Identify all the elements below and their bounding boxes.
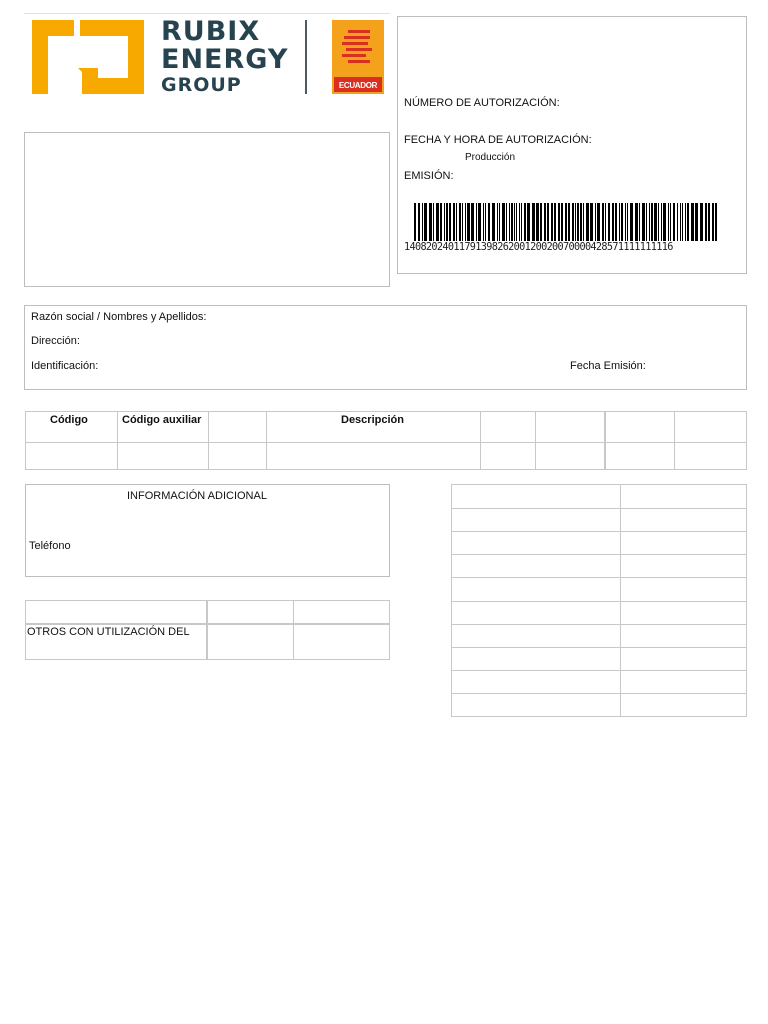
barcode-bar <box>687 203 689 241</box>
authorization-number-label: NÚMERO DE AUTORIZACIÓN: <box>404 97 560 109</box>
barcode-bar <box>558 203 560 241</box>
items-col-divider <box>480 412 481 469</box>
totals-row-divider <box>452 624 746 625</box>
ecuador-badge <box>332 20 384 94</box>
barcode-bar <box>440 203 442 241</box>
barcode-bar <box>483 203 484 241</box>
payment-method-label: OTROS CON UTILIZACIÓN DEL <box>27 626 190 638</box>
barcode-bar <box>554 203 556 241</box>
barcode-bar <box>639 203 640 241</box>
additional-info-box <box>25 484 390 577</box>
barcode-bar <box>551 203 553 241</box>
barcode-bar <box>414 203 416 241</box>
barcode-bar <box>516 203 517 241</box>
authorization-date-label: FECHA Y HORA DE AUTORIZACIÓN: <box>404 134 592 146</box>
barcode-bar <box>568 203 570 241</box>
barcode-bar <box>630 203 633 241</box>
barcode-bar <box>577 203 579 241</box>
barcode-bar <box>485 203 486 241</box>
barcode-bar <box>424 203 427 241</box>
barcode-bar <box>580 203 582 241</box>
barcode-bar <box>524 203 526 241</box>
header-codigo: Código <box>50 414 88 426</box>
barcode-bar <box>651 203 653 241</box>
emission-label: EMISIÓN: <box>404 170 454 182</box>
business-name-label: Razón social / Nombres y Apellidos: <box>31 311 207 323</box>
barcode-bar <box>478 203 481 241</box>
items-col-divider <box>117 412 118 469</box>
barcode-bar <box>449 203 451 241</box>
barcode-bar <box>476 203 477 241</box>
barcode-bar <box>544 203 546 241</box>
barcode-bar <box>509 203 510 241</box>
rubix-logo-icon <box>32 20 144 94</box>
items-table-row-divider <box>26 442 746 443</box>
barcode-bar <box>695 203 698 241</box>
barcode-bar <box>590 203 593 241</box>
barcode-image <box>414 203 718 241</box>
barcode-bar <box>514 203 515 241</box>
barcode-bar <box>565 203 567 241</box>
phone-label: Teléfono <box>29 540 71 552</box>
barcode-bar <box>511 203 513 241</box>
brand-name-line-3: GROUP <box>161 74 242 96</box>
logo-separator <box>305 20 307 94</box>
barcode-bar <box>677 203 678 241</box>
totals-row-divider <box>452 508 746 509</box>
issuer-info-box <box>24 132 390 287</box>
barcode-bar <box>680 203 681 241</box>
totals-row-divider <box>452 531 746 532</box>
barcode-bar <box>627 203 628 241</box>
environment-value: Producción <box>465 152 516 163</box>
brand-name-line-1: RUBIX <box>161 16 261 47</box>
barcode-bar <box>488 203 490 241</box>
top-divider <box>24 13 390 14</box>
items-col-divider <box>266 412 267 469</box>
barcode-bar <box>685 203 686 241</box>
barcode-bar <box>635 203 638 241</box>
barcode-bar <box>433 203 434 241</box>
barcode-bar <box>612 203 614 241</box>
totals-table <box>451 484 747 717</box>
barcode-bar <box>506 203 507 241</box>
barcode-bar <box>668 203 669 241</box>
barcode-bar <box>649 203 650 241</box>
barcode-bar <box>673 203 675 241</box>
barcode-bar <box>705 203 707 241</box>
barcode-bar <box>646 203 647 241</box>
payment-col-divider <box>206 601 208 659</box>
access-key-number: 1408202401179139826200120020070000428571111111116 <box>404 242 673 253</box>
header-descripcion: Descripción <box>341 414 404 426</box>
payment-col-divider <box>293 601 294 659</box>
barcode-bar <box>459 203 461 241</box>
barcode-bar <box>708 203 710 241</box>
barcode-bar <box>572 203 574 241</box>
barcode-bar <box>691 203 694 241</box>
barcode-bar <box>661 203 662 241</box>
totals-row-divider <box>452 670 746 671</box>
barcode-bar <box>527 203 530 241</box>
payment-table <box>25 600 390 660</box>
barcode-bar <box>586 203 589 241</box>
barcode-bar <box>682 203 683 241</box>
barcode-bar <box>532 203 535 241</box>
identification-label: Identificación: <box>31 360 99 372</box>
barcode-bar <box>497 203 498 241</box>
items-col-divider <box>535 412 536 469</box>
barcode-bar <box>499 203 500 241</box>
barcode-bar <box>658 203 659 241</box>
barcode-bar <box>471 203 474 241</box>
barcode-bar <box>456 203 457 241</box>
barcode-bar <box>621 203 623 241</box>
barcode-bar <box>615 203 617 241</box>
barcode-bar <box>715 203 717 241</box>
barcode-bar <box>502 203 505 241</box>
totals-row-divider <box>452 554 746 555</box>
additional-info-title: INFORMACIÓN ADICIONAL <box>127 490 267 502</box>
barcode-bar <box>492 203 495 241</box>
barcode-bar <box>536 203 539 241</box>
barcode-bar <box>422 203 423 241</box>
ecuador-stripes-icon <box>332 20 384 76</box>
barcode-bar <box>583 203 584 241</box>
barcode-bar <box>465 203 466 241</box>
buyer-info-box <box>24 305 747 390</box>
totals-row-divider <box>452 577 746 578</box>
barcode-bar <box>540 203 542 241</box>
barcode-bar <box>575 203 576 241</box>
emission-date-label: Fecha Emisión: <box>570 360 646 372</box>
barcode-bar <box>429 203 432 241</box>
barcode-bar <box>597 203 600 241</box>
barcode-bar <box>663 203 666 241</box>
barcode-bar <box>595 203 596 241</box>
barcode-bar <box>654 203 657 241</box>
barcode-bar <box>436 203 439 241</box>
items-table <box>25 411 747 470</box>
totals-row-divider <box>452 601 746 602</box>
barcode-bar <box>602 203 604 241</box>
barcode-bar <box>521 203 522 241</box>
barcode-bar <box>642 203 645 241</box>
barcode-bar <box>619 203 620 241</box>
barcode-bar <box>418 203 420 241</box>
barcode-bar <box>547 203 549 241</box>
barcode-bar <box>561 203 563 241</box>
barcode-bar <box>670 203 671 241</box>
items-col-divider <box>674 412 675 469</box>
address-label: Dirección: <box>31 335 80 347</box>
items-col-divider <box>604 412 606 469</box>
barcode-bar <box>608 203 610 241</box>
header-codigo-auxiliar: Código auxiliar <box>122 414 202 426</box>
barcode-bar <box>700 203 703 241</box>
items-col-divider <box>208 412 209 469</box>
barcode-bar <box>446 203 448 241</box>
barcode-bar <box>444 203 445 241</box>
totals-row-divider <box>452 647 746 648</box>
brand-name-line-2: ENERGY <box>161 44 289 75</box>
ecuador-badge-label: ECUADOR <box>334 77 382 92</box>
totals-row-divider <box>452 693 746 694</box>
barcode-bar <box>712 203 714 241</box>
barcode-bar <box>462 203 463 241</box>
barcode-bar <box>453 203 455 241</box>
barcode-bar <box>467 203 470 241</box>
barcode-bar <box>625 203 626 241</box>
barcode-bar <box>605 203 606 241</box>
barcode-bar <box>519 203 520 241</box>
